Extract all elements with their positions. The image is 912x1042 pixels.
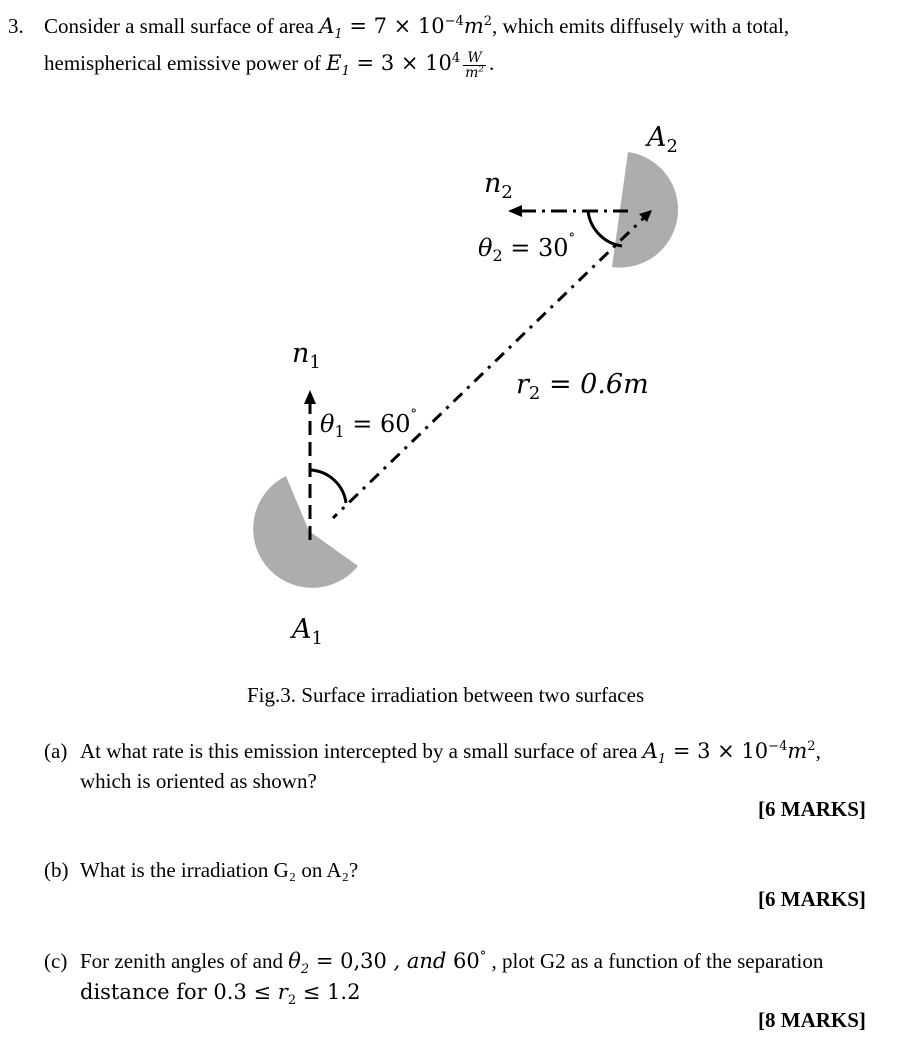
part-c-theta: $\theta_2$ (288, 949, 310, 978)
part-c-range-end: ≤ 1.2 (296, 980, 361, 1004)
part-c-and: , and (393, 949, 454, 973)
part-c-marks: [8 MARKS] (758, 1008, 866, 1032)
part-c-sixty: 60° (453, 949, 487, 973)
part-a-line2: which is oriented as shown? (80, 769, 317, 793)
question-number: 3. (8, 14, 24, 38)
label-r2: $r_2 = 0.6m$ (516, 369, 649, 404)
part-a-text: At what rate is this emission intercepted by a small surface of area (80, 739, 643, 763)
part-b-marks: [6 MARKS] (758, 887, 866, 911)
label-A1: $A_1$ (292, 614, 323, 649)
intro-text-end: , which emits diffusely with a total, (492, 14, 790, 38)
part-c-values: = 0,30 (309, 949, 394, 973)
label-theta1: $\theta_1 = 60^\circ$ (320, 407, 418, 441)
part-a-comma: , (815, 739, 821, 763)
label-n2: $n_2$ (484, 168, 513, 203)
part-a-area-value: = $3 \times 10^{-4}m^2$ (666, 739, 816, 763)
part-c-text-end: , plot G2 as a function of the separation (486, 949, 824, 973)
normal-n1-arrowhead (304, 390, 316, 404)
part-c-label: (c) (44, 949, 68, 973)
intro-text: Consider a small surface of area (44, 14, 320, 38)
part-a-marks: [6 MARKS] (758, 797, 866, 821)
label-A2: $A_2$ (647, 122, 678, 157)
theta1-arc (310, 470, 346, 503)
part-c-range-start: distance for 0.3 ≤ (80, 980, 278, 1004)
part-a-label: (a) (44, 739, 68, 763)
normal-n2-arrowhead (508, 205, 522, 217)
label-theta2: $\theta_2 = 30^\circ$ (478, 231, 576, 265)
part-a-area-symbol: $A_1$ (642, 739, 667, 768)
part-a-line1 (80, 738, 821, 768)
part-b-label: (b) (44, 858, 69, 882)
emissive-power-symbol: $E_1$ (326, 51, 350, 80)
part-c-r2: $r_2$ (277, 980, 297, 1009)
intro-period: . (488, 51, 495, 75)
emissive-power-value: = $3 \times 10^4$ (349, 51, 461, 75)
figure-caption: Fig.3. Surface irradiation between two surfaces (247, 683, 645, 707)
label-n1: $n_1$ (292, 338, 321, 373)
units-fraction: $\frac{W}{m^2}$ (465, 49, 484, 81)
part-c-text: For zenith angles of and (80, 949, 289, 973)
intro-area-symbol: $A_1$ (319, 14, 343, 43)
part-c-line1 (80, 948, 824, 978)
part-c-line2 (80, 979, 361, 1009)
intro-area-value: = $7 \times 10^{-4}m^2$ (342, 14, 493, 38)
part-b-text: What is the irradiation G₂ on A₂? (80, 858, 359, 882)
intro-line2-text: hemispherical emissive power of (44, 51, 327, 75)
